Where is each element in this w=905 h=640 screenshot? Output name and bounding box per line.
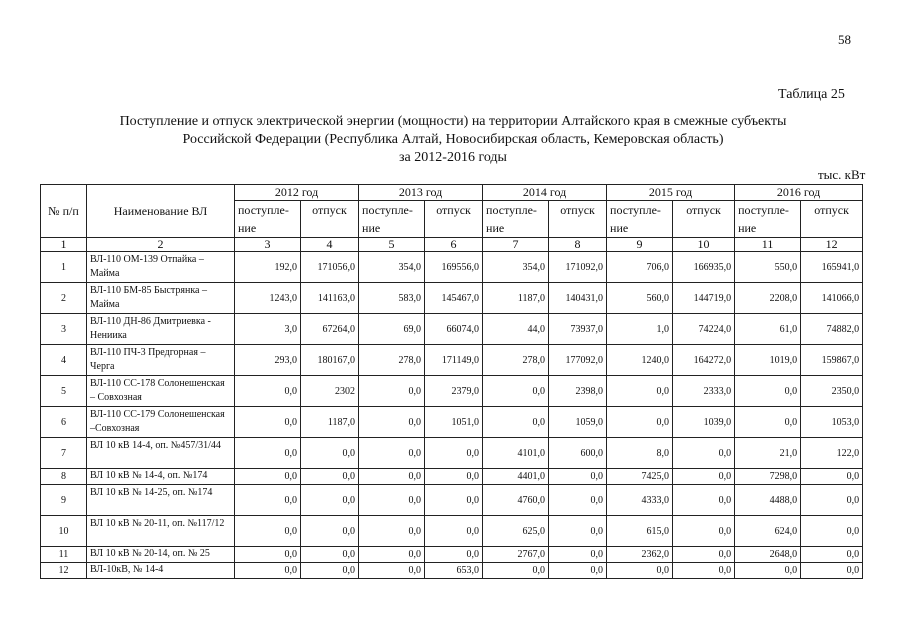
outgo-value: 0,0	[549, 547, 607, 563]
income-value: 0,0	[235, 563, 301, 579]
table-row	[41, 438, 863, 469]
header-year: 2015 год	[607, 185, 735, 201]
header-year: 2014 год	[483, 185, 607, 201]
table-row	[41, 252, 863, 283]
outgo-value: 0,0	[673, 469, 735, 485]
income-value: 0,0	[359, 516, 425, 547]
outgo-value: 0,0	[425, 516, 483, 547]
table-row	[41, 314, 863, 345]
row-number: 10	[41, 516, 87, 547]
row-number: 5	[41, 376, 87, 407]
income-value: 1240,0	[607, 345, 673, 376]
line-name: ВЛ 10 кВ № 20-11, оп. №117/12	[87, 516, 235, 547]
table-row	[41, 563, 863, 579]
income-value: 2362,0	[607, 547, 673, 563]
line-name: ВЛ 10 кВ 14-4, оп. №457/31/44	[87, 438, 235, 469]
row-number: 7	[41, 438, 87, 469]
row-number: 6	[41, 407, 87, 438]
line-name: ВЛ-110 ДН-86 Дмитриевка - Нениика	[87, 314, 235, 345]
header-outgo: отпуск	[801, 201, 863, 238]
energy-table	[40, 184, 863, 579]
income-value: 560,0	[607, 283, 673, 314]
outgo-value: 1059,0	[549, 407, 607, 438]
income-value: 1019,0	[735, 345, 801, 376]
title-line: за 2012-2016 годы	[399, 150, 507, 165]
income-value: 1187,0	[483, 283, 549, 314]
income-value: 0,0	[359, 485, 425, 516]
outgo-value: 0,0	[673, 547, 735, 563]
income-value: 7298,0	[735, 469, 801, 485]
income-value: 625,0	[483, 516, 549, 547]
income-value: 3,0	[235, 314, 301, 345]
outgo-value: 0,0	[425, 547, 483, 563]
row-number: 8	[41, 469, 87, 485]
outgo-value: 0,0	[673, 516, 735, 547]
income-value: 8,0	[607, 438, 673, 469]
income-value: 0,0	[235, 438, 301, 469]
income-value: 21,0	[735, 438, 801, 469]
income-value: 278,0	[483, 345, 549, 376]
outgo-value: 0,0	[549, 469, 607, 485]
page-number: 58	[838, 32, 851, 47]
table-row	[41, 283, 863, 314]
table-row	[41, 547, 863, 563]
income-value: 624,0	[735, 516, 801, 547]
header-name: Наименование ВЛ	[87, 185, 235, 238]
outgo-value: 169556,0	[425, 252, 483, 283]
outgo-value: 2379,0	[425, 376, 483, 407]
outgo-value: 0,0	[425, 438, 483, 469]
income-value: 0,0	[359, 469, 425, 485]
outgo-value: 0,0	[301, 438, 359, 469]
table-row	[41, 407, 863, 438]
outgo-value: 2398,0	[549, 376, 607, 407]
table-row	[41, 516, 863, 547]
income-value: 4401,0	[483, 469, 549, 485]
outgo-value: 171149,0	[425, 345, 483, 376]
outgo-value: 177092,0	[549, 345, 607, 376]
income-value: 550,0	[735, 252, 801, 283]
outgo-value: 140431,0	[549, 283, 607, 314]
outgo-value: 159867,0	[801, 345, 863, 376]
income-value: 4488,0	[735, 485, 801, 516]
row-number: 9	[41, 485, 87, 516]
line-name: ВЛ-110 ПЧ-3 Предгорная – Черга	[87, 345, 235, 376]
income-value: 2648,0	[735, 547, 801, 563]
header-income: поступле-ние	[483, 201, 549, 238]
income-value: 278,0	[359, 345, 425, 376]
income-value: 0,0	[235, 547, 301, 563]
income-value: 2767,0	[483, 547, 549, 563]
header-year: 2012 год	[235, 185, 359, 201]
header-outgo: отпуск	[301, 201, 359, 238]
outgo-value: 1053,0	[801, 407, 863, 438]
row-number: 12	[41, 563, 87, 579]
units-label: тыс. кВт	[818, 167, 866, 182]
header-income: поступле-ние	[359, 201, 425, 238]
outgo-value: 0,0	[301, 547, 359, 563]
outgo-value: 73937,0	[549, 314, 607, 345]
income-value: 192,0	[235, 252, 301, 283]
outgo-value: 171056,0	[301, 252, 359, 283]
income-value: 706,0	[607, 252, 673, 283]
income-value: 0,0	[359, 376, 425, 407]
column-number: 6	[425, 238, 483, 252]
income-value: 4760,0	[483, 485, 549, 516]
table-row	[41, 376, 863, 407]
row-number: 2	[41, 283, 87, 314]
title-line: Российской Федерации (Республика Алтай, Новосибирская область, Кемеровская область)	[182, 132, 724, 147]
outgo-value: 164272,0	[673, 345, 735, 376]
outgo-value: 653,0	[425, 563, 483, 579]
outgo-value: 0,0	[425, 469, 483, 485]
outgo-value: 0,0	[801, 469, 863, 485]
outgo-value: 145467,0	[425, 283, 483, 314]
outgo-value: 122,0	[801, 438, 863, 469]
income-value: 1243,0	[235, 283, 301, 314]
outgo-value: 0,0	[801, 516, 863, 547]
income-value: 354,0	[483, 252, 549, 283]
column-number-row	[41, 238, 863, 252]
outgo-value: 74882,0	[801, 314, 863, 345]
income-value: 0,0	[607, 407, 673, 438]
header-outgo: отпуск	[425, 201, 483, 238]
income-value: 0,0	[359, 438, 425, 469]
line-name: ВЛ-110 СС-179 Солонешенская –Совхозная	[87, 407, 235, 438]
table-body	[41, 252, 863, 579]
column-number: 5	[359, 238, 425, 252]
header-year: 2013 год	[359, 185, 483, 201]
column-number: 4	[301, 238, 359, 252]
income-value: 0,0	[359, 563, 425, 579]
income-value: 0,0	[483, 376, 549, 407]
income-value: 61,0	[735, 314, 801, 345]
income-value: 69,0	[359, 314, 425, 345]
header-year: 2016 год	[735, 185, 863, 201]
outgo-value: 0,0	[301, 469, 359, 485]
header-num: № п/п	[41, 185, 87, 238]
outgo-value: 171092,0	[549, 252, 607, 283]
outgo-value: 0,0	[301, 485, 359, 516]
income-value: 0,0	[735, 563, 801, 579]
income-value: 0,0	[607, 376, 673, 407]
income-value: 4333,0	[607, 485, 673, 516]
income-value: 0,0	[235, 469, 301, 485]
outgo-value: 67264,0	[301, 314, 359, 345]
income-value: 0,0	[483, 563, 549, 579]
outgo-value: 141163,0	[301, 283, 359, 314]
outgo-value: 0,0	[673, 485, 735, 516]
outgo-value: 0,0	[801, 547, 863, 563]
income-value: 0,0	[607, 563, 673, 579]
table-row	[41, 469, 863, 485]
income-value: 0,0	[359, 407, 425, 438]
income-value: 0,0	[359, 547, 425, 563]
column-number: 7	[483, 238, 549, 252]
income-value: 615,0	[607, 516, 673, 547]
table-label: Таблица 25	[778, 87, 845, 102]
outgo-value: 0,0	[549, 563, 607, 579]
outgo-value: 0,0	[801, 563, 863, 579]
outgo-value: 144719,0	[673, 283, 735, 314]
title-line: Поступление и отпуск электрической энергии (мощности) на территории Алтайского края в смежные субъекты	[119, 114, 787, 129]
income-value: 0,0	[735, 407, 801, 438]
row-number: 4	[41, 345, 87, 376]
income-value: 0,0	[483, 407, 549, 438]
line-name: ВЛ 10 кВ № 14-25, оп. №174	[87, 485, 235, 516]
header-income: поступле-ние	[607, 201, 673, 238]
header-income: поступле-ние	[235, 201, 301, 238]
line-name: ВЛ 10 кВ № 20-14, оп. № 25	[87, 547, 235, 563]
header-income: поступле-ние	[735, 201, 801, 238]
income-value: 7425,0	[607, 469, 673, 485]
column-number: 2	[87, 238, 235, 252]
table-title	[40, 113, 866, 167]
line-name: ВЛ-110 БМ-85 Быстрянка – Майма	[87, 283, 235, 314]
outgo-value: 0,0	[549, 485, 607, 516]
column-number: 10	[673, 238, 735, 252]
income-value: 2208,0	[735, 283, 801, 314]
row-number: 3	[41, 314, 87, 345]
outgo-value: 0,0	[801, 485, 863, 516]
outgo-value: 166935,0	[673, 252, 735, 283]
income-value: 4101,0	[483, 438, 549, 469]
line-name: ВЛ 10 кВ № 14-4, оп. №174	[87, 469, 235, 485]
outgo-value: 0,0	[425, 485, 483, 516]
header-outgo: отпуск	[673, 201, 735, 238]
income-value: 583,0	[359, 283, 425, 314]
outgo-value: 0,0	[301, 563, 359, 579]
outgo-value: 2302	[301, 376, 359, 407]
column-number: 1	[41, 238, 87, 252]
outgo-value: 0,0	[673, 563, 735, 579]
outgo-value: 2350,0	[801, 376, 863, 407]
income-value: 293,0	[235, 345, 301, 376]
outgo-value: 0,0	[549, 516, 607, 547]
column-number: 12	[801, 238, 863, 252]
outgo-value: 74224,0	[673, 314, 735, 345]
column-number: 3	[235, 238, 301, 252]
income-value: 0,0	[235, 485, 301, 516]
column-number: 9	[607, 238, 673, 252]
outgo-value: 66074,0	[425, 314, 483, 345]
outgo-value: 1187,0	[301, 407, 359, 438]
header-outgo: отпуск	[549, 201, 607, 238]
line-name: ВЛ-110 ОМ-139 Отпайка – Майма	[87, 252, 235, 283]
outgo-value: 1051,0	[425, 407, 483, 438]
outgo-value: 0,0	[673, 438, 735, 469]
income-value: 44,0	[483, 314, 549, 345]
income-value: 354,0	[359, 252, 425, 283]
outgo-value: 165941,0	[801, 252, 863, 283]
outgo-value: 141066,0	[801, 283, 863, 314]
income-value: 0,0	[235, 376, 301, 407]
table-row	[41, 485, 863, 516]
outgo-value: 1039,0	[673, 407, 735, 438]
line-name: ВЛ-110 СС-178 Солонешенская – Совхозная	[87, 376, 235, 407]
income-value: 1,0	[607, 314, 673, 345]
outgo-value: 0,0	[301, 516, 359, 547]
income-value: 0,0	[735, 376, 801, 407]
row-number: 11	[41, 547, 87, 563]
column-number: 11	[735, 238, 801, 252]
line-name: ВЛ-10кВ, № 14-4	[87, 563, 235, 579]
column-number: 8	[549, 238, 607, 252]
outgo-value: 2333,0	[673, 376, 735, 407]
income-value: 0,0	[235, 407, 301, 438]
outgo-value: 600,0	[549, 438, 607, 469]
row-number: 1	[41, 252, 87, 283]
outgo-value: 180167,0	[301, 345, 359, 376]
income-value: 0,0	[235, 516, 301, 547]
table-row	[41, 345, 863, 376]
